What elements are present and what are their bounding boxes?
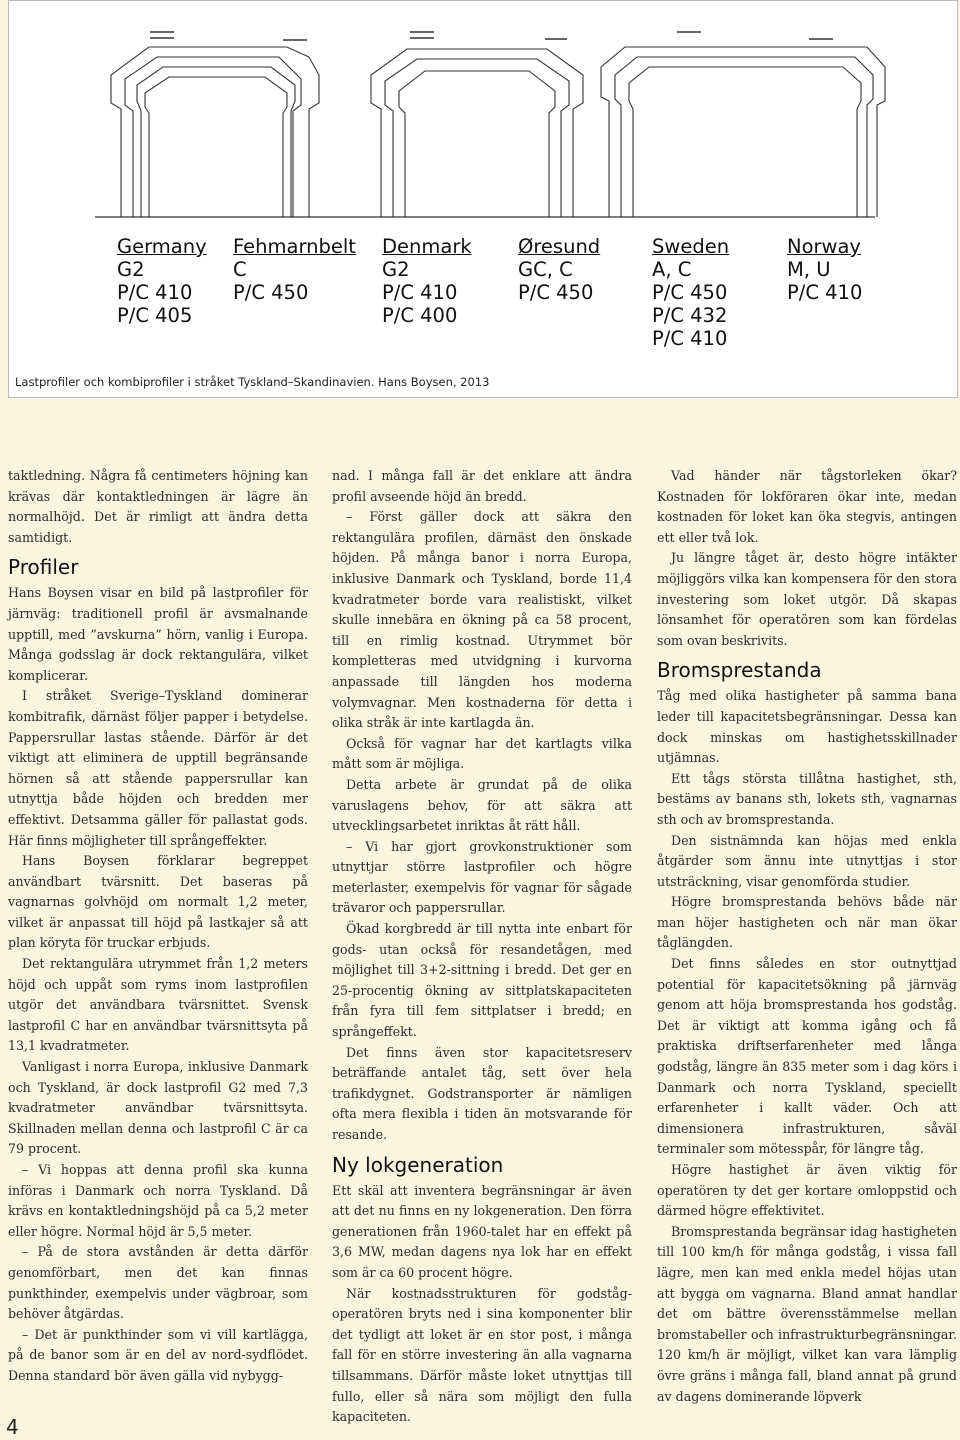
country-norway bbox=[787, 235, 862, 304]
paragraph: Ett tågs största tillåtna hastighet, sth, bestäms av banans sth, lokets sth, vagnarnas sth och av bromsprestanda. bbox=[657, 770, 957, 827]
paragraph: Vanligast i norra Europa, inklusive Danmark och Tyskland, är dock lastprofil G2 med 7,3 kvadratmeter användbar tvärsnittsyta. Skillnaden mellan denna och lastprofil C är ca 79 procent. bbox=[8, 1059, 308, 1157]
column-3 bbox=[657, 466, 957, 1407]
loading-gauge-diagram bbox=[9, 1, 957, 241]
gauge-line: C bbox=[233, 258, 247, 281]
country-name: Fehmarnbelt bbox=[233, 235, 356, 258]
paragraph: Ökad korgbredd är till nytta inte enbart för gods- utan också för resandetågen, med möjlighet till 3+2-sittning i bredd. Det ger en 25-procentig ökning av sittplatskapaciteten från fyra till fem sittplatser i bredd; en språngeffekt. bbox=[332, 921, 632, 1040]
gauge-line: M, U bbox=[787, 258, 831, 281]
paragraph: – Det är punkthinder som vi vill kartlägga, på de banor som är en del av nord-sydflödet. Denna standard bör även gälla vid nybygg- bbox=[8, 1326, 308, 1383]
gauge-line: P/C 410 bbox=[382, 281, 458, 304]
paragraph: Högre bromsprestanda behövs både när man höjer hastigheten och när man ökar tåglängden. bbox=[657, 894, 957, 951]
country-name: Øresund bbox=[518, 235, 601, 258]
country-name: Norway bbox=[787, 235, 861, 258]
paragraph: taktledning. Några få centimeters höjning kan krävas där kontaktledningen är lägre än normalhöjd. Det är rimligt att ändra detta samtidigt. bbox=[8, 468, 308, 545]
paragraph: Också för vagnar har det kartlagts vilka mått som är möjliga. bbox=[332, 735, 632, 772]
paragraph: Ett skäl att inventera begränsningar är även att det nu finns en ny lokgeneration. Den förra generationen från 1960-talet har en effekt på 3,6 MW, medan dagens nya lok har en effekt som är ca 60 procent högre. bbox=[332, 1182, 632, 1280]
paragraph: I stråket Sverige–Tyskland dominerar kombitrafik, därnäst följer papper i betydelse. Pappersrullar lastas stående. Därför är det viktigt att eliminera de upptill begränsande hörnen så att stående pappersrullar kan utnyttja både höjden och bredden mer effektivt. Detsamma gäller för pallastat gods. Här finns möjligheter till språngeffekter. bbox=[8, 688, 308, 848]
paragraph: – På de stora avstånden är detta därför genomförbart, men det kan finnas punkthinder, exempelvis under vägbroar, som behöver åtgärdas. bbox=[8, 1244, 308, 1322]
heading-ny-lokgeneration: Ny lokgeneration bbox=[332, 1152, 504, 1177]
paragraph: Tåg med olika hastigheter på samma bana leder till kapacitetsbegränsningar. Dessa kan dock minskas om hastighetsskillnader utjämnas. bbox=[657, 688, 957, 766]
column-1 bbox=[8, 466, 308, 1387]
gauge-line: P/C 400 bbox=[382, 304, 458, 327]
gauge-line: GC, C bbox=[518, 258, 573, 281]
country-name: Sweden bbox=[652, 235, 730, 258]
paragraph: Det finns även stor kapacitetsreserv beträffande antalet tåg, sett över hela trafikdygnet. Godstransporter är nämligen ofta mera flexibla i tiden än motsvarande för resande. bbox=[332, 1044, 632, 1142]
gauge-line: P/C 410 bbox=[787, 281, 863, 304]
country-name: Denmark bbox=[382, 235, 472, 258]
gauge-line: P/C 450 bbox=[652, 281, 728, 304]
paragraph: nad. I många fall är det enklare att ändra profil avseende höjd än bredd. bbox=[332, 468, 632, 504]
page-number: 4 bbox=[6, 1415, 19, 1439]
column-2 bbox=[332, 466, 632, 1428]
country-denmark bbox=[382, 235, 472, 327]
gauge-line: P/C 450 bbox=[518, 281, 594, 304]
figure bbox=[8, 0, 958, 398]
gauge-line: P/C 410 bbox=[117, 281, 193, 304]
paragraph: Den sistnämnda kan höjas med enkla åtgärder som ännu inte utnyttjas i stor utsträckning, visar genomförda studier. bbox=[657, 832, 957, 889]
figure-caption: Lastprofiler och kombiprofiler i stråket Tyskland–Skandinavien. Hans Boysen, 2013 bbox=[15, 375, 490, 389]
paragraph: När kostnadsstrukturen för godstågoperatören bryts ned i sina komponenter blir det tydligt att loket är en stor post, i många fall för en större investering än alla vagnarna tillsammans. Därför måste loket utnyttjas till fullo, eller så nära som möjligt den fulla kapaciteten. bbox=[332, 1285, 632, 1425]
paragraph: Vad händer när tågstorleken ökar? Kostnaden för lokföraren ökar inte, medan kostnaden för loket kan öka stegvis, antingen ett eller två lok. bbox=[657, 468, 957, 545]
heading-profiler: Profiler bbox=[8, 555, 79, 580]
paragraph: Det rektangulära utrymmet från 1,2 meters höjd och uppåt som ryms inom lastprofilen utgör det användbara tvärsnittet. Svensk lastprofil C har en användbar tvärsnittsyta på 13,1 kvadratmeter. bbox=[8, 956, 308, 1054]
country-name: Germany bbox=[117, 235, 207, 258]
gauge-line: G2 bbox=[382, 258, 410, 281]
paragraph: Bromsprestanda begränsar idag hastigheten till 100 km/h för många godståg, i vissa fall lägre, men kan med enkla medel höjas utan att bygga om vagnarna. Bland annat handlar det om bättre överensstämmelse mellan bromstabeller och infrastrukturbegränsningar. 120 km/h är möjligt, vilket kan vara lämplig övre gräns i många fall, bland annat på grund av dagens dominerande löpverk bbox=[657, 1223, 957, 1404]
heading-bromsprestanda: Bromsprestanda bbox=[657, 658, 822, 683]
gauge-line: P/C 450 bbox=[233, 281, 309, 304]
paragraph: Hans Boysen förklarar begreppet användbart tvärsnitt. Det baseras på vagnarnas golvhöjd om normalt 1,2 meter, vilket är anpassat till höjd på lastkajer så att plan köryta för truckar erbjuds. bbox=[8, 853, 308, 951]
gauge-line: G2 bbox=[117, 258, 145, 281]
paragraph: Ju längre tåget är, desto högre intäkter möjliggörs vilka kan kompensera för den stora investering som loket utgör. Då skapas lönsamhet för operatören som kan fördelas som ovan beskrivits. bbox=[657, 550, 957, 648]
country-oresund bbox=[518, 235, 600, 304]
gauge-line: P/C 432 bbox=[652, 304, 728, 327]
paragraph: Hans Boysen visar en bild på lastprofiler för järnväg: traditionell profil är avsmalnande upptill, med ”avskurna” hörn, vanlig i Europa. Många godsslag är dock rektangulära, vilket komplicerar. bbox=[8, 585, 308, 683]
country-germany bbox=[117, 235, 207, 327]
gauge-line: P/C 405 bbox=[117, 304, 193, 327]
paragraph: – Först gäller dock att säkra den rektangulära profilen, därnäst den önskade höjden. På många banor i norra Europa, inklusive Danmark och Tyskland, borde 11,4 kvadratmeter borde vara realistiskt, vilket skulle innebära en ökning på ca 58 procent, till en rimlig kostnad. Utrymmet bör kompletteras med utvidgning i kurvorna anpassade till längden hos moderna volymvagnar. Men kostnaderna för detta i olika stråk är inte kartlagda än. bbox=[332, 509, 632, 731]
paragraph: – Vi har gjort grovkonstruktioner som utnyttjar större lastprofiler och högre meterlaster, exempelvis för vagnar för sågade trävaror och pappersrullar. bbox=[332, 838, 632, 916]
gauge-line: P/C 410 bbox=[652, 327, 728, 350]
paragraph: Högre hastighet är även viktig för operatören ty det ger kortare omloppstid och därmed högre effektivitet. bbox=[657, 1162, 957, 1219]
gauge-line: A, C bbox=[652, 258, 692, 281]
paragraph: Det finns således en stor outnyttjad potential för kapacitetsökning på järnväg genom att höja bromsprestanda hos godståg. Det är viktigt att komma igång och få praktiska driftserfarenheter med långa godståg, längre än 835 meter som i dag körs i Danmark och norra Tyskland, speciellt erfarenheter i kallt väder. Och att dimensionera infrastrukturen, såväl terminaler som mötesspår, för längre tåg. bbox=[657, 956, 957, 1157]
country-fehmarnbelt bbox=[233, 235, 356, 304]
paragraph: Detta arbete är grundat på de olika varuslagens behov, för att säkra att utvecklingsarbetet inriktas åt rätt håll. bbox=[332, 776, 632, 834]
country-sweden bbox=[652, 235, 729, 350]
paragraph: – Vi hoppas att denna profil ska kunna införas i Danmark och norra Tyskland. Då krävs en kontaktledningshöjd på ca 5,2 meter eller högre. Normal höjd är 5,5 meter. bbox=[8, 1162, 308, 1239]
